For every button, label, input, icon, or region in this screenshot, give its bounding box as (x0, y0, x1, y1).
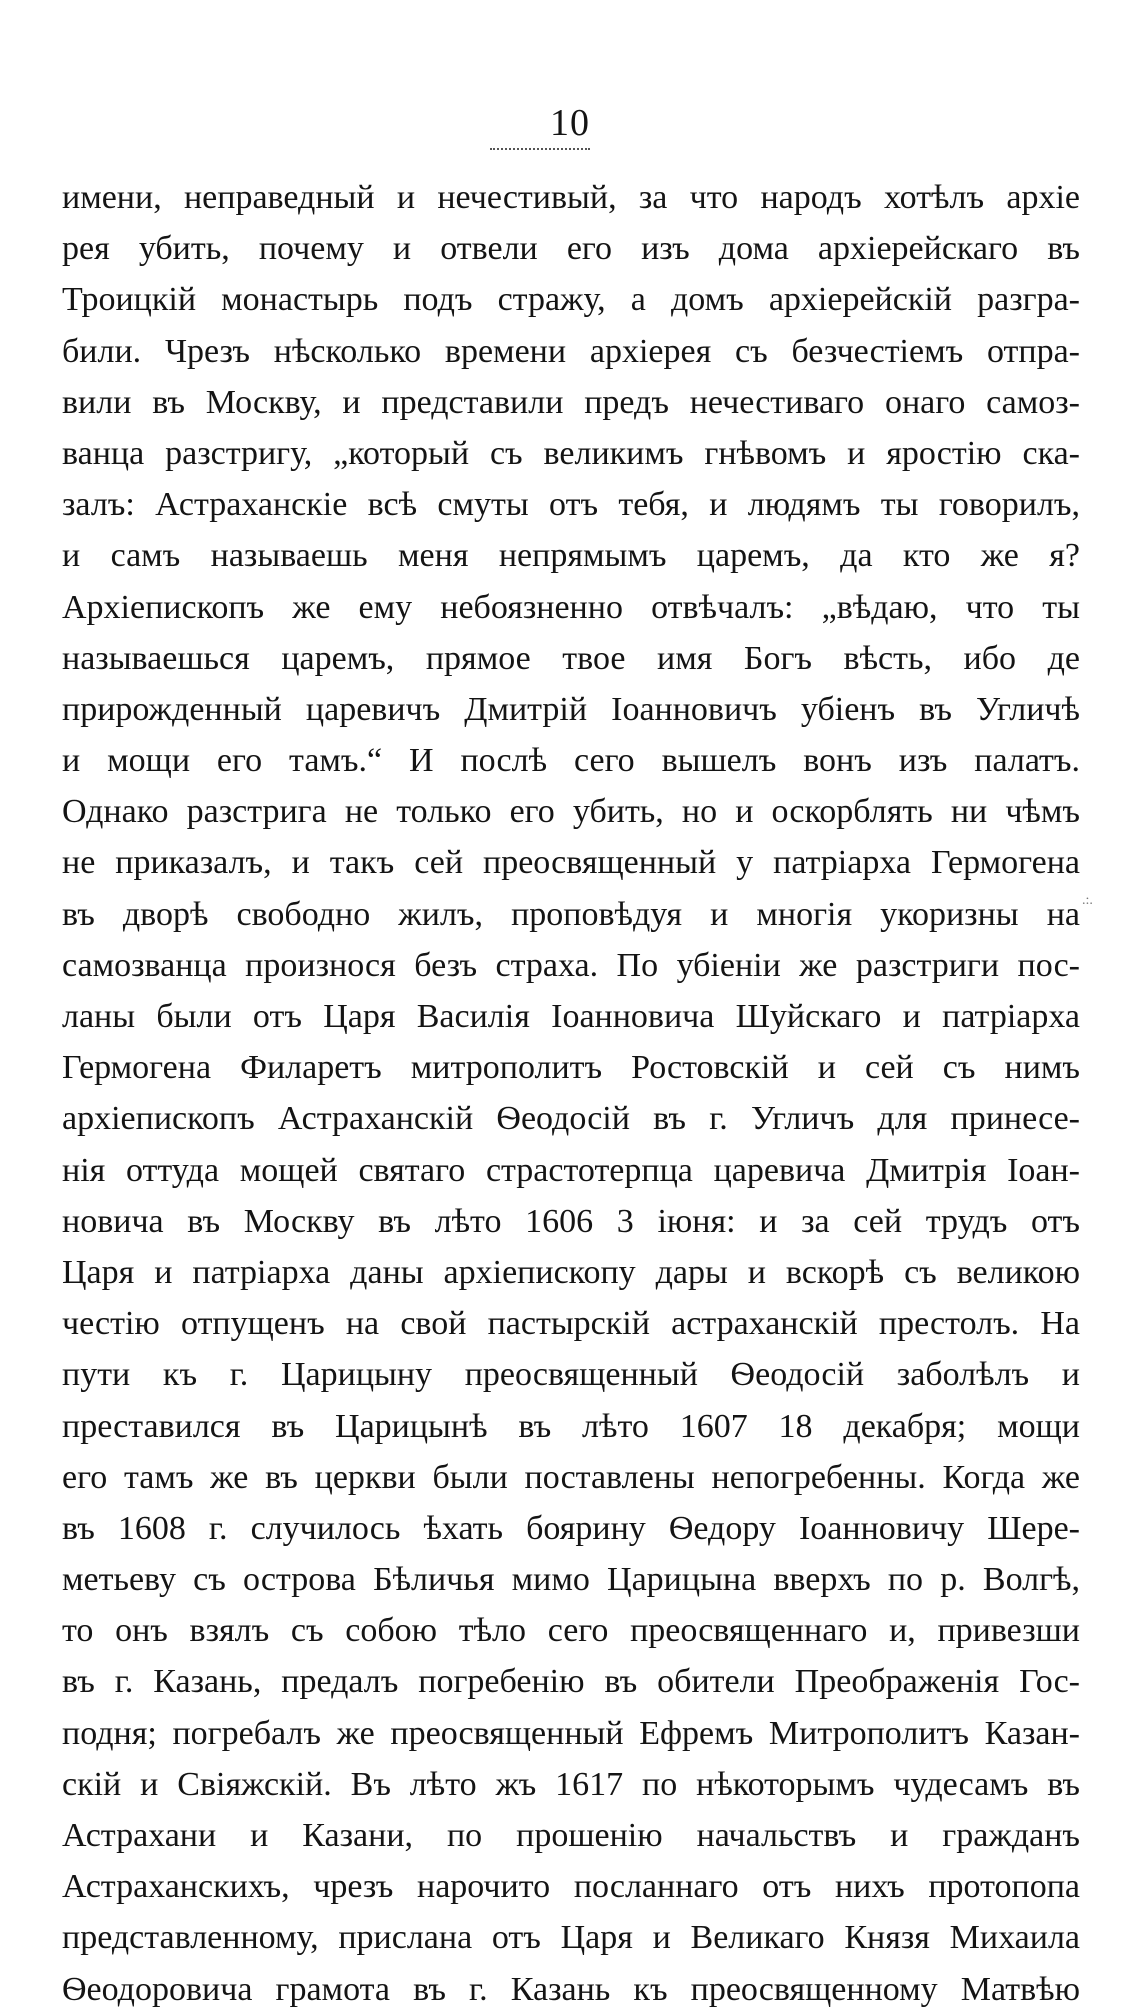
text-line: въ дворѣ свободно жилъ, проповѣдуя и многія укоризны на (62, 895, 1080, 933)
text-line: то онъ взялъ съ собою тѣло сего преосвященнаго и, привезши (62, 1612, 1080, 1650)
text-line: подня; погребалъ же преосвященный Ефремъ Митрополитъ Казан- (62, 1714, 1080, 1752)
text-line: ванца разстригу, „который съ великимъ гнѣвомъ и яростію ска- (62, 434, 1080, 472)
text-line: его тамъ же въ церкви были поставлены непогребенны. Когда же (62, 1458, 1080, 1496)
text-line: новича въ Москву въ лѣто 1606 3 іюня: и за сей трудъ отъ (62, 1202, 1080, 1240)
text-line: Ѳеодоровича грамота въ г. Казань къ преосвященному Матвѣю (62, 1970, 1080, 2008)
text-line: пути къ г. Царицыну преосвященный Ѳеодосій заболѣлъ и (62, 1356, 1080, 1394)
page-number-rule (490, 148, 590, 153)
text-line: представленному, прислана отъ Царя и Великаго Князя Михаила (62, 1919, 1080, 1957)
margin-mark: .:. (1082, 893, 1093, 908)
text-line: залъ: Астраханскіе всѣ смуты отъ тебя, и людямъ ты говорилъ, (62, 486, 1080, 524)
text-line: честію отпущенъ на свой пастырскій астраханскій престолъ. На (62, 1305, 1080, 1343)
text-line: метьеву съ острова Бѣличья мимо Царицына вверхъ по р. Волгѣ, (62, 1561, 1080, 1599)
text-line: Царя и патріарха даны архіепископу дары и вскорѣ съ великою (62, 1253, 1080, 1291)
text-line: скій и Свіяжскій. Въ лѣто жъ 1617 по нѣкоторымъ чудесамъ въ (62, 1765, 1080, 1803)
text-line: Архіепископъ же ему небоязненно отвѣчалъ: „вѣдаю, что ты (62, 588, 1080, 626)
text-line: имени, неправедный и нечестивый, за что народъ хотѣлъ архіе (62, 179, 1080, 216)
text-line: вили въ Москву, и представили предъ нечестиваго онаго самоз- (62, 383, 1080, 421)
text-line: Астрахани и Казани, по прошенію начальствъ и гражданъ (62, 1817, 1080, 1854)
text-line: Троицкій монастырь подъ стражу, а домъ архіерейскій разгра- (62, 281, 1080, 319)
text-line: въ 1608 г. случилось ѣхать боярину Ѳедору Іоанновичу Шере- (62, 1509, 1080, 1547)
text-line: рея убить, почему и отвели его изъ дома архіерейскаго въ (62, 230, 1080, 268)
page-number: 10 (550, 102, 590, 144)
text-line: Гермогена Филаретъ митрополитъ Ростовскій и сей съ нимъ (62, 1049, 1080, 1087)
text-line: преставился въ Царицынѣ въ лѣто 1607 18 декабря; мощи (62, 1407, 1080, 1445)
text-line: прирожденный царевичъ Дмитрій Іоанновичъ убіенъ въ Угличѣ (62, 690, 1080, 728)
text-line: и мощи его тамъ.“ И послѣ сего вышелъ вонъ изъ палатъ. (62, 742, 1080, 780)
text-line: нія оттуда мощей святаго страстотерпца царевича Дмитрія Іоан- (62, 1151, 1080, 1189)
text-line: самозванца произнося безъ страха. По убіеніи же разстриги пос- (62, 946, 1080, 984)
text-line: Астраханскихъ, чрезъ нарочито посланнаго отъ нихъ протопопа (62, 1868, 1080, 1906)
text-line: архіепископъ Астраханскій Ѳеодосій въ г. Угличъ для принесе- (62, 1100, 1080, 1138)
body-text (62, 172, 1080, 2015)
text-line: въ г. Казань, предалъ погребенію въ обители Преображенія Гос- (62, 1663, 1080, 1701)
text-line: не приказалъ, и такъ сей преосвященный у патріарха Гермогена (62, 844, 1080, 882)
text-line: били. Чрезъ нѣсколько времени архіерея съ безчестіемъ отпра- (62, 332, 1080, 370)
text-line: называешься царемъ, прямое твое имя Богъ вѣсть, ибо де (62, 639, 1080, 677)
text-line: ланы были отъ Царя Василія Іоанновича Шуйскаго и патріарха (62, 998, 1080, 1035)
text-line: Однако разстрига не только его убить, но и оскорблять ни чѣмъ (62, 793, 1080, 831)
text-line: и самъ называешь меня непрямымъ царемъ, да кто же я? (62, 537, 1080, 575)
